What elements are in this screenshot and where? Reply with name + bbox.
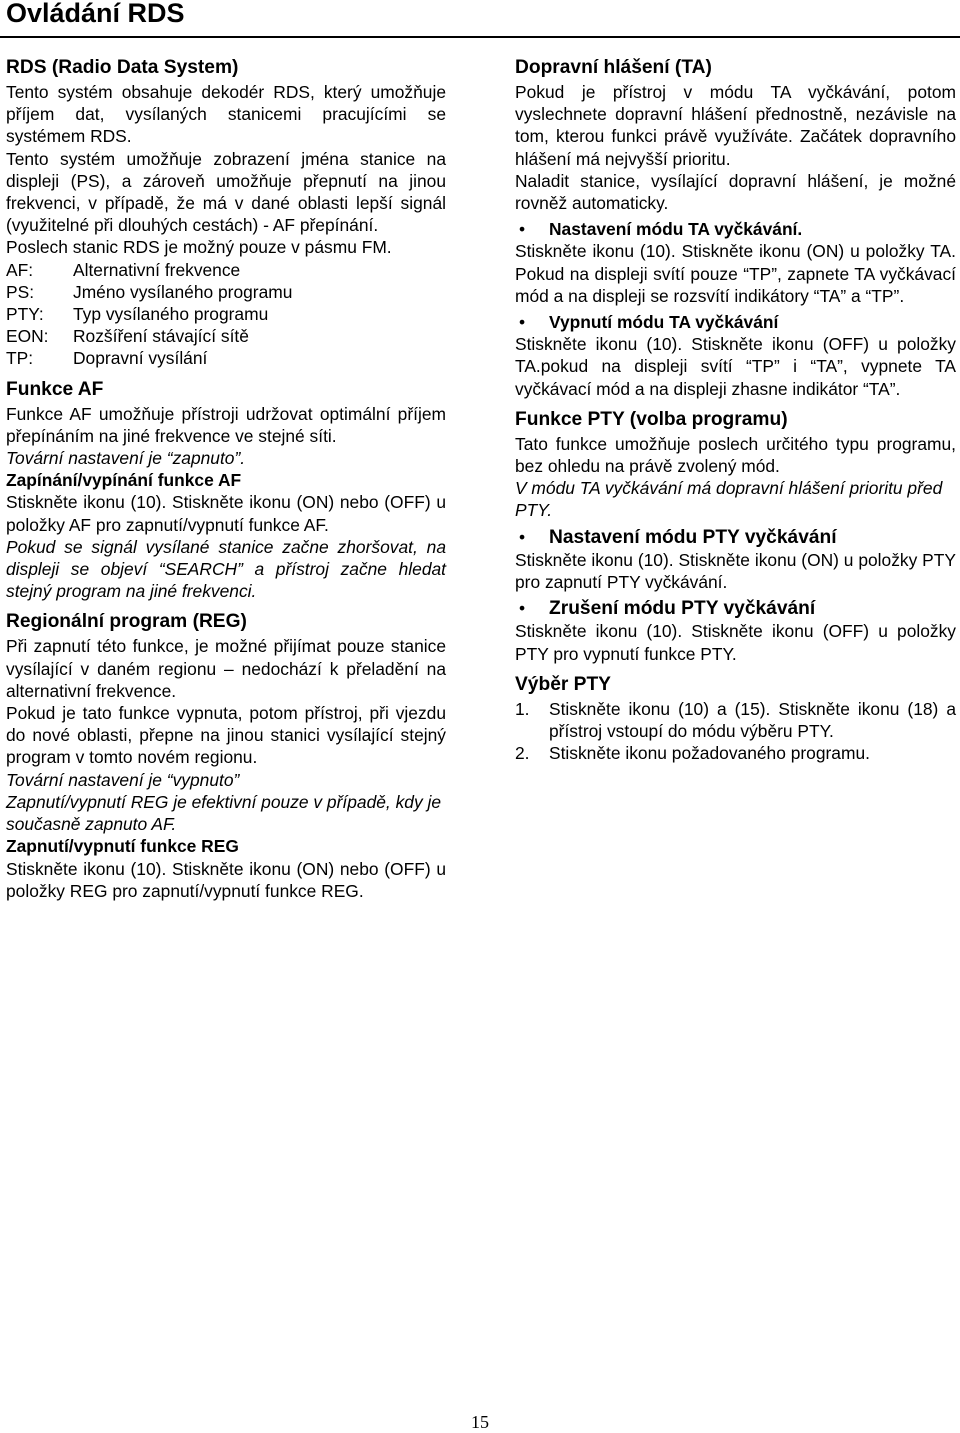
reg-paragraph-1: Při zapnutí této funkce, je možné přijímat pouze stanice vysílající v daném regionu – nedochází k přeladění na alternativní frekvence. <box>6 636 446 701</box>
abbreviation-key: PTY: <box>6 304 44 325</box>
ta-paragraph-2: Naladit stanice, vysílající dopravní hlášení, je možné rovněž automaticky. <box>515 170 956 214</box>
step-text: Stiskněte ikonu požadovaného programu. <box>549 743 870 764</box>
pty-off-bullet <box>515 597 956 620</box>
ta-off-label: Vypnutí módu TA vyčkávání <box>549 312 779 333</box>
af-note: Pokud se signál vysílané stanice začne zhoršovat, na displeji se objeví “SEARCH” a přístroj začne hledat stejný program na jiné frekvenci. <box>6 536 446 602</box>
ta-paragraph-1: Pokud je přístroj v módu TA vyčkávání, potom vyslechnete dopravní hlášení přednostně, nezávisle na tom, kterou funkci právě využíváte. Začátek dopravního hlášení má nejvyšší prioritu. <box>515 82 956 169</box>
abbreviation-row <box>6 325 446 347</box>
ta-set-text: Stiskněte ikonu (10). Stiskněte ikonu (ON) u položky TA. Pokud na displeji svítí pouze “TP”, zapnete TA vyčkávací mód a na displeji se rozsvítí indikátory “TA” a “TP”. <box>515 241 956 306</box>
abbreviation-key: EON: <box>6 326 49 347</box>
pty-off-text: Stiskněte ikonu (10). Stiskněte ikonu (OFF) u položky PTY pro vypnutí funkce PTY. <box>515 621 956 664</box>
af-paragraph: Funkce AF umožňuje přístroji udržovat optimální příjem přepínáním na jiné frekvence ve stejné síti. <box>6 403 446 446</box>
abbreviation-row <box>6 259 446 281</box>
bullet-icon: • <box>519 526 526 547</box>
ta-off-bullet <box>515 311 956 333</box>
step-number: 2. <box>515 743 530 764</box>
reg-factory-setting: Tovární nastavení je “vypnuto” <box>6 769 240 790</box>
reg-note: Zapnutí/vypnutí REG je efektivní pouze v případě, kdy je současně zapnuto AF. <box>6 791 442 835</box>
pty-set-bullet <box>515 526 956 549</box>
rds-paragraph-2: Tento systém umožňuje zobrazení jména stanice na displeji (PS), a zároveň umožňuje přepnutí na jinou frekvenci, v případě, že má v dané oblasti lepší signál (využitelné při dlouhých cestách) - AF přepínání. <box>6 148 446 236</box>
abbreviation-row <box>6 281 446 303</box>
reg-heading: Regionální program (REG) <box>6 611 247 633</box>
rds-paragraph-3: Poslech stanic RDS je možný pouze v pásmu FM. <box>6 237 392 258</box>
numbered-step <box>515 742 956 764</box>
pty-set-text: Stiskněte ikonu (10). Stiskněte ikonu (ON) u položky PTY pro zapnutí PTY vyčkávání. <box>515 549 956 593</box>
bullet-icon: • <box>519 598 526 619</box>
ta-set-label: Nastavení módu TA vyčkávání. <box>549 219 803 240</box>
rds-heading: RDS (Radio Data System) <box>6 57 239 78</box>
reg-paragraph-2: Pokud je tato funkce vypnuta, potom přístroj, při vjezdu do nové oblasti, přepne na jinou stanici vysílající stejný program v tomto novém regionu. <box>6 703 446 768</box>
abbreviation-key: PS: <box>6 281 35 302</box>
rds-paragraph-1: Tento systém obsahuje dekodér RDS, který umožňuje příjem dat, vysílaných stanicemi pracujícími se systémem RDS. <box>6 82 446 147</box>
pty-set-label: Nastavení módu PTY vyčkávání <box>549 526 837 548</box>
abbreviation-value: Dopravní vysílání <box>73 348 208 369</box>
pty-note: V módu TA vyčkávání má dopravní hlášení prioritu před PTY. <box>515 478 943 521</box>
left-column <box>6 55 446 902</box>
pty-paragraph: Tato funkce umožňuje poslech určitého typu programu, bez ohledu na právě zvolený mód. <box>515 433 956 477</box>
af-heading: Funkce AF <box>6 378 104 400</box>
abbreviation-row <box>6 347 446 369</box>
numbered-step <box>515 698 956 742</box>
abbreviation-row <box>6 303 446 325</box>
bullet-icon: • <box>519 219 526 240</box>
abbreviation-value: Rozšíření stávající sítě <box>73 326 249 347</box>
step-text: Stiskněte ikonu (10) a (15). Stiskněte ikonu (18) a přístroj vstoupí do módu výběru PTY. <box>549 698 956 742</box>
pty-off-label: Zrušení módu PTY vyčkávání <box>549 598 816 620</box>
bullet-icon: • <box>519 312 526 333</box>
page-title: Ovládání RDS <box>6 0 185 28</box>
right-column <box>515 55 956 764</box>
abbreviation-value: Alternativní frekvence <box>73 259 241 280</box>
abbreviation-value: Jméno vysílaného programu <box>73 281 293 302</box>
abbreviation-list <box>6 259 446 370</box>
ta-set-bullet <box>515 218 956 240</box>
page-number: 15 <box>471 1412 489 1432</box>
ta-off-text: Stiskněte ikonu (10). Stiskněte ikonu (OFF) u položky TA.pokud na displeji svítí “TP” i “TA”, vypnete TA vyčkávací mód a na displeji zhasne indikátor “TA”. <box>515 334 956 399</box>
af-toggle-text: Stiskněte ikonu (10). Stiskněte ikonu (ON) nebo (OFF) u položky AF pro zapnutí/vypnutí funkce AF. <box>6 492 446 535</box>
pty-heading: Funkce PTY (volba programu) <box>515 408 788 430</box>
reg-toggle-text: Stiskněte ikonu (10). Stiskněte ikonu (ON) nebo (OFF) u položky REG pro zapnutí/vypnutí funkce REG. <box>6 858 446 901</box>
abbreviation-value: Typ vysílaného programu <box>73 304 269 325</box>
af-toggle-heading: Zapínání/vypínání funkce AF <box>6 470 242 491</box>
pty-select-heading: Výběr PTY <box>515 673 611 695</box>
abbreviation-key: AF: <box>6 259 34 280</box>
abbreviation-key: TP: <box>6 348 34 369</box>
title-divider <box>0 36 960 38</box>
step-number: 1. <box>515 698 530 719</box>
ta-heading: Dopravní hlášení (TA) <box>515 57 712 78</box>
af-factory-setting: Tovární nastavení je “zapnuto”. <box>6 448 246 469</box>
reg-toggle-heading: Zapnutí/vypnutí funkce REG <box>6 836 239 857</box>
